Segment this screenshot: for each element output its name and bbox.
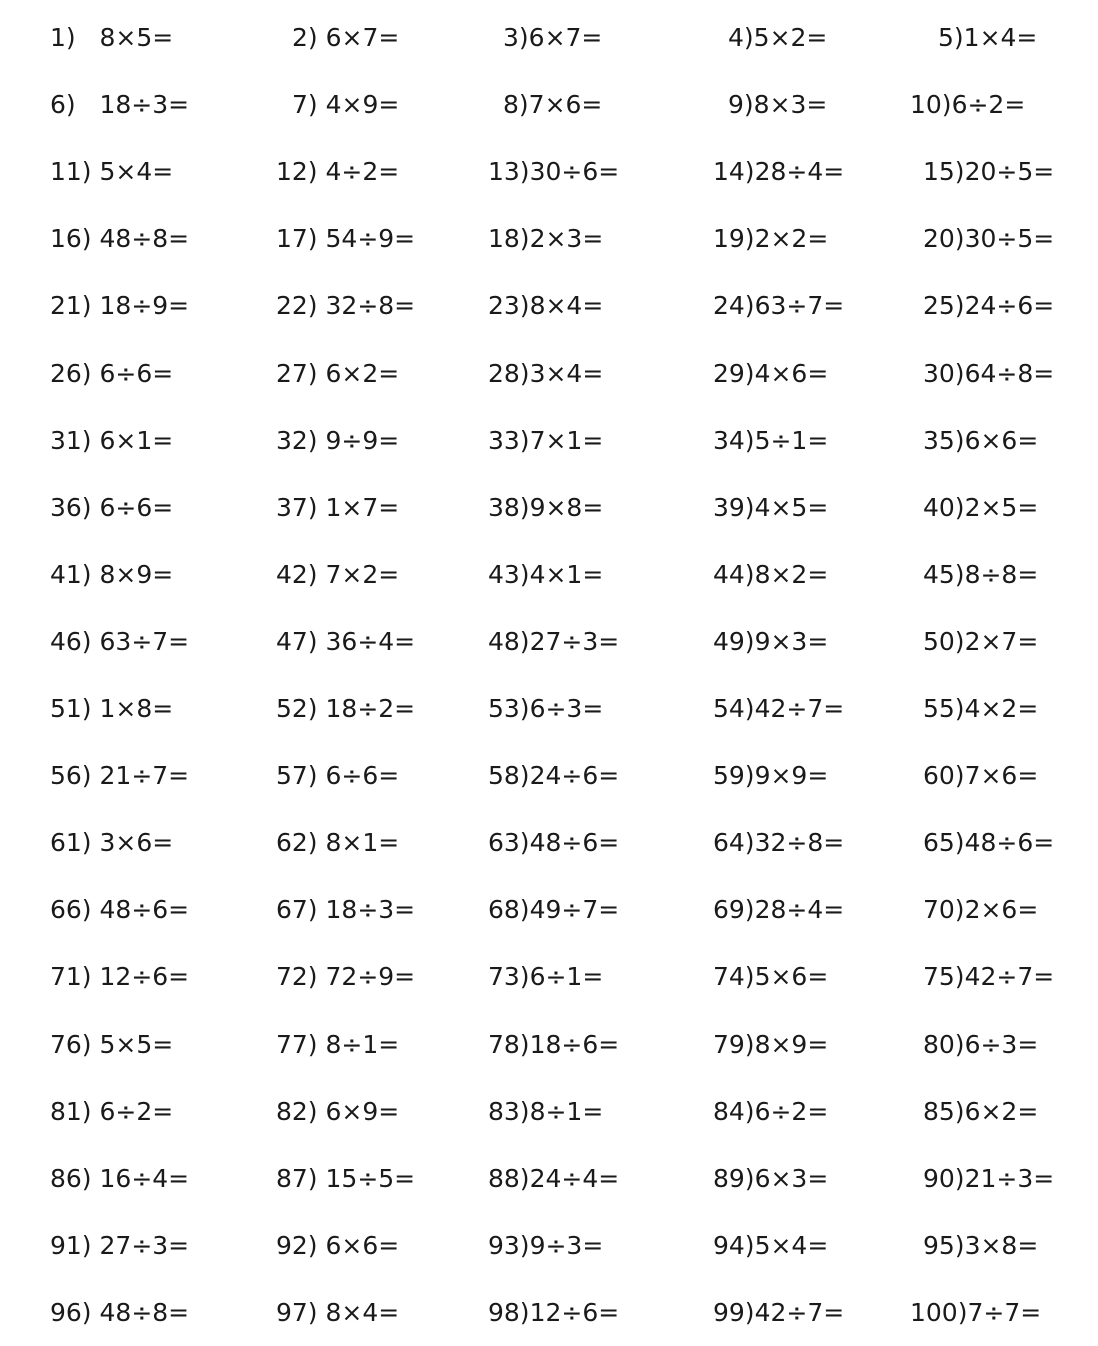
math-problem: 31) 6×1= (50, 425, 174, 455)
math-problem: 61) 3×6= (50, 828, 174, 858)
math-problem: 90)21÷3= (923, 1163, 1055, 1193)
math-problem: 99)42÷7= (713, 1297, 845, 1327)
math-problem: 56) 21÷7= (50, 761, 190, 791)
math-problem: 40)2×5= (923, 492, 1039, 522)
problem-row (0, 18, 1098, 58)
math-problem: 80)6÷3= (923, 1029, 1039, 1059)
math-problem: 68)49÷7= (488, 895, 620, 925)
math-problem: 44)8×2= (713, 559, 829, 589)
math-problem: 85)6×2= (923, 1096, 1039, 1126)
math-problem: 37) 1×7= (276, 492, 400, 522)
problem-row (0, 421, 1098, 461)
math-problem: 13)30÷6= (488, 157, 620, 187)
math-problem: 12) 4÷2= (276, 157, 400, 187)
math-problem: 7) 4×9= (292, 90, 400, 120)
math-problem: 10)6÷2= (910, 90, 1026, 120)
math-problem: 53)6÷3= (488, 694, 604, 723)
math-problem: 60)7×6= (923, 761, 1039, 791)
math-problem: 94)5×4= (713, 1230, 829, 1260)
math-problem: 95)3×8= (923, 1230, 1039, 1260)
math-problem: 78)18÷6= (488, 1029, 620, 1059)
math-problem: 34)5÷1= (713, 425, 829, 455)
math-problem: 23)8×4= (488, 291, 604, 321)
math-problem: 67) 18÷3= (276, 895, 416, 925)
math-problem: 35)6×6= (923, 425, 1039, 455)
math-problem: 51) 1×8= (50, 694, 174, 723)
math-problem: 64)32÷8= (713, 828, 845, 858)
math-problem: 52) 18÷2= (276, 694, 416, 723)
problem-row (0, 152, 1098, 192)
problem-row (0, 1025, 1098, 1065)
math-problem: 74)5×6= (713, 962, 829, 992)
math-problem: 1) 8×5= (50, 23, 174, 52)
math-problem: 30)64÷8= (923, 358, 1055, 388)
math-problem: 28)3×4= (488, 358, 604, 388)
math-problem: 45)8÷8= (923, 559, 1039, 589)
math-problem: 82) 6×9= (276, 1096, 400, 1126)
math-problem: 91) 27÷3= (50, 1230, 190, 1260)
math-problem: 71) 12÷6= (50, 962, 190, 992)
problem-row (0, 354, 1098, 394)
math-problem: 6) 18÷3= (50, 90, 190, 120)
problem-row (0, 622, 1098, 662)
math-problem: 89)6×3= (713, 1163, 829, 1193)
math-problem: 83)8÷1= (488, 1096, 604, 1126)
math-problem: 58)24÷6= (488, 761, 620, 791)
math-problem: 46) 63÷7= (50, 626, 190, 656)
problem-row (0, 85, 1098, 125)
math-problem: 18)2×3= (488, 224, 604, 254)
math-problem: 22) 32÷8= (276, 291, 416, 321)
math-problem: 79)8×9= (713, 1029, 829, 1059)
math-problem: 21) 18÷9= (50, 291, 190, 321)
math-problem: 77) 8÷1= (276, 1029, 400, 1059)
math-problem: 5)1×4= (938, 23, 1038, 52)
problem-row (0, 756, 1098, 796)
math-problem: 26) 6÷6= (50, 358, 174, 388)
math-problem: 29)4×6= (713, 358, 829, 388)
problem-row (0, 1159, 1098, 1199)
math-problem: 87) 15÷5= (276, 1163, 416, 1193)
math-problem: 69)28÷4= (713, 895, 845, 925)
problem-row (0, 890, 1098, 930)
math-problem: 41) 8×9= (50, 559, 174, 589)
math-problem: 86) 16÷4= (50, 1163, 190, 1193)
problem-row (0, 689, 1098, 729)
math-problem: 2) 6×7= (292, 23, 400, 52)
math-problem: 59)9×9= (713, 761, 829, 791)
math-problem: 15)20÷5= (923, 157, 1055, 187)
math-problem: 66) 48÷6= (50, 895, 190, 925)
math-problem: 24)63÷7= (713, 291, 845, 321)
math-problem: 70)2×6= (923, 895, 1039, 925)
math-problem: 32) 9÷9= (276, 425, 400, 455)
math-problem: 50)2×7= (923, 626, 1039, 656)
math-problem: 20)30÷5= (923, 224, 1055, 254)
math-problem: 19)2×2= (713, 224, 829, 254)
math-problem: 100)7÷7= (910, 1297, 1042, 1327)
math-problem: 65)48÷6= (923, 828, 1055, 858)
problem-row (0, 219, 1098, 259)
problem-row (0, 488, 1098, 528)
math-problem: 25)24÷6= (923, 291, 1055, 321)
problem-row (0, 1092, 1098, 1132)
math-problem: 42) 7×2= (276, 559, 400, 589)
math-problem: 76) 5×5= (50, 1029, 174, 1059)
math-problem: 81) 6÷2= (50, 1096, 174, 1126)
math-problem: 38)9×8= (488, 492, 604, 522)
math-problem: 84)6÷2= (713, 1096, 829, 1126)
math-problem: 98)12÷6= (488, 1297, 620, 1327)
math-problem: 27) 6×2= (276, 358, 400, 388)
math-problem: 49)9×3= (713, 626, 829, 656)
math-problem: 4)5×2= (728, 23, 828, 52)
math-problem: 47) 36÷4= (276, 626, 416, 656)
math-problem: 93)9÷3= (488, 1230, 604, 1260)
math-problem: 11) 5×4= (50, 157, 174, 187)
math-problem: 3)6×7= (503, 23, 603, 52)
math-problem: 48)27÷3= (488, 626, 620, 656)
math-problem: 43)4×1= (488, 559, 604, 589)
math-problem: 33)7×1= (488, 425, 604, 455)
math-problem: 73)6÷1= (488, 962, 604, 992)
math-problem: 36) 6÷6= (50, 492, 174, 522)
problem-row (0, 555, 1098, 595)
problem-row (0, 823, 1098, 863)
math-problem: 14)28÷4= (713, 157, 845, 187)
math-problem: 16) 48÷8= (50, 224, 190, 254)
problem-row (0, 957, 1098, 997)
problem-row (0, 1226, 1098, 1266)
math-problem: 97) 8×4= (276, 1297, 400, 1327)
math-problem: 72) 72÷9= (276, 962, 416, 992)
math-problem: 96) 48÷8= (50, 1297, 190, 1327)
problem-row (0, 1293, 1098, 1333)
math-problem: 8)7×6= (503, 90, 603, 120)
math-problem: 75)42÷7= (923, 962, 1055, 992)
math-problem: 9)8×3= (728, 90, 828, 120)
math-problem: 17) 54÷9= (276, 224, 416, 254)
math-problem: 39)4×5= (713, 492, 829, 522)
math-problem: 88)24÷4= (488, 1163, 620, 1193)
problem-row (0, 286, 1098, 326)
math-problem: 62) 8×1= (276, 828, 400, 858)
math-problem: 57) 6÷6= (276, 761, 400, 791)
math-problem: 54)42÷7= (713, 694, 845, 723)
math-problem: 63)48÷6= (488, 828, 620, 858)
math-problem: 55)4×2= (923, 694, 1039, 723)
math-problem: 92) 6×6= (276, 1230, 400, 1260)
